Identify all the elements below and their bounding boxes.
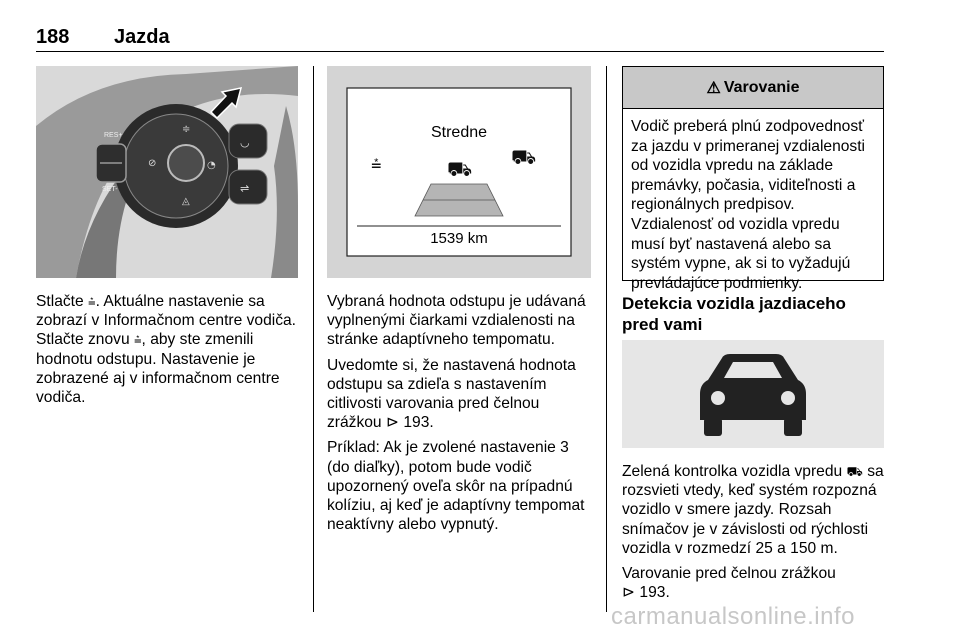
vehicle-ahead-indicator-icon: ⛟ [846,464,863,479]
svg-text:⩮: ⩮ [371,154,382,175]
svg-text:SET-: SET- [102,186,118,193]
section-title: Jazda [114,26,170,48]
display-mode-label: Stredne [430,124,488,141]
column-2-paragraph-2: Uvedomte si, že nastavená hodnota odstupu sa zdieľa s nastavením citlivosti varovania pred čelnou zrážkou ⊳ 193. [327,356,576,432]
svg-text:⛟: ⛟ [511,145,537,169]
svg-text:RES+: RES+ [104,132,123,139]
column-1-text [36,292,300,413]
warning-box [622,66,884,292]
column-3-text [622,462,888,608]
column-2-paragraph-1: Vybraná hodnota odstupu je udávaná vyplnenými čiarkami vzdialenosti na stránke adaptívneho tempomatu. [327,293,586,349]
vehicle-ahead-icon [622,340,884,448]
warning-title: Varovanie [723,78,800,96]
steering-wheel-illustration [36,66,298,278]
column-3-paragraph-2: Varovanie pred čelnou zrážkou ⊳ 193. [622,565,836,602]
column-divider-1 [313,66,314,612]
column-2-paragraph-3: Príklad: Ak je zvolené nastavenie 3 (do diaľky), potom bude vodič upozornený oveľa skôr na prípadnú kolíziu, aj keď je adaptívny tempomat neaktívny alebo vypnutý. [327,439,585,534]
svg-text:≑: ≑ [182,124,191,135]
page-reference-icon: ⊳ [622,584,636,602]
svg-text:◬: ◬ [182,196,190,207]
column-2-text [327,292,593,540]
display-odometer: 1539 km [430,230,488,247]
warning-text: Vodič preberá plnú zodpovednosť za jazdu v primeranej vzdialenosti od vozidla vpredu na základe premávky, počasia, viditeľnosti a regionálnych predpisov. Vzdialenosť od vozidla vpredu musí byť nastavená alebo sa systém vypne, ak si to vyžadujú prevládajúce podmienky. [631,118,866,292]
column-divider-2 [606,66,607,612]
steering-wheel-figure [36,66,298,278]
distance-button-icon: ⩮ [133,332,142,348]
page-reference-icon: ⊳ [385,414,400,432]
section-heading: Detekcia vozidla jazdiaceho pred vami [622,294,846,334]
column-1-paragraph: Stlačte ⩮. Aktuálne nastavenie sa zobrazí v Informačnom centre vodiča. Stlačte znovu ⩮, aby ste zmenili hodnotu odstupu. Nastavenie je zobrazené aj v informačnom centre vodiča. [36,293,297,407]
distance-button-icon: ⩮ [88,294,96,309]
svg-text:◔: ◔ [207,160,216,171]
svg-text:⇌: ⇌ [240,182,250,195]
display-figure [327,66,591,278]
header-divider [36,51,884,52]
warning-triangle-icon: ⚠ [706,79,721,97]
page-number: 188 [36,26,70,48]
svg-text:⛟: ⛟ [447,157,473,181]
svg-text:◡: ◡ [240,136,250,149]
watermark: carmanualsonline.info [611,603,855,630]
page-reference-link[interactable]: 193. [639,584,670,602]
vehicle-ahead-figure [622,340,884,448]
page-reference-link[interactable]: 193. [403,414,434,432]
warning-header [623,67,883,109]
svg-text:⊘: ⊘ [148,158,157,169]
column-3-paragraph-1: Zelená kontrolka vozidla vpredu ⛟ sa rozsvieti vtedy, keď systém rozpozná vozidlo v smere jazdy. Rozsah snímačov je v závislosti od rýchlosti vozidla v rozmedzí 25 a 150 m. [622,463,884,557]
